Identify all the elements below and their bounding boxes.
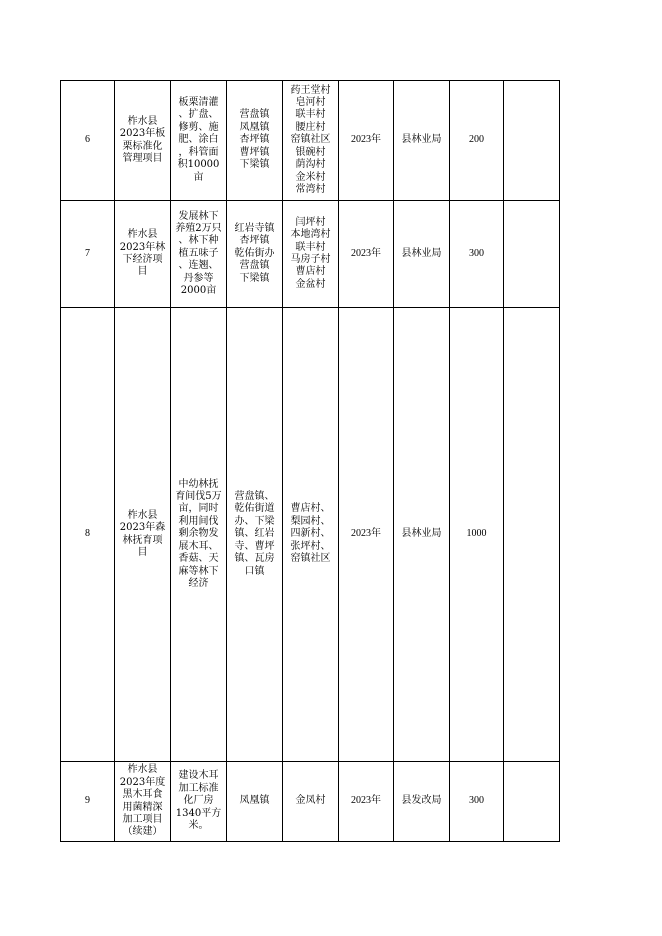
year: 2023年 bbox=[351, 247, 381, 259]
department-cell bbox=[394, 308, 450, 762]
row-number: 7 bbox=[85, 247, 90, 259]
towns: 营盘镇、 乾佑街道 办、下梁 镇、红岩 寺、曹坪 镇、瓦房 口镇 bbox=[234, 491, 275, 577]
fund-cell bbox=[450, 201, 504, 308]
fund-amount: 1000 bbox=[466, 528, 487, 540]
project-name: 柞水县 2023年板 栗标准化 管理项目 bbox=[119, 115, 166, 164]
fund-cell bbox=[450, 308, 504, 762]
construction-content: 板栗清灌 、扩盘、 修剪、施 肥、涂白 ，科管面 积10000亩 bbox=[177, 97, 220, 183]
department: 县林业局 bbox=[401, 247, 442, 259]
table-row bbox=[61, 81, 560, 201]
year-cell bbox=[339, 201, 394, 308]
row-number: 6 bbox=[85, 134, 90, 146]
table-row bbox=[61, 762, 560, 842]
row-number-cell bbox=[61, 201, 115, 308]
project-name: 柞水县 2023年林 下经济项 目 bbox=[119, 229, 166, 278]
construction-content: 建设木耳 加工标准 化厂房 1340平方 米。 bbox=[175, 770, 222, 832]
note-cell bbox=[504, 201, 560, 308]
department-cell bbox=[394, 201, 450, 308]
construction-content-cell bbox=[171, 201, 227, 308]
year: 2023年 bbox=[351, 528, 381, 540]
row-number-cell bbox=[61, 308, 115, 762]
villages: 闫坪村 本地湾村 联丰村 马房子村 曹店村 金盆村 bbox=[290, 216, 331, 290]
villages: 药王堂村 皂河村 联丰村 腰庄村 窑镇社区 银碗村 荫沟村 金米村 常湾村 bbox=[290, 84, 331, 195]
row-number: 9 bbox=[85, 795, 90, 807]
row-number-cell bbox=[61, 762, 115, 842]
note-cell bbox=[504, 308, 560, 762]
towns-cell bbox=[227, 81, 283, 201]
towns: 红岩寺镇 杏坪镇 乾佑街办 营盘镇 下梁镇 bbox=[234, 222, 275, 284]
year-cell bbox=[339, 81, 394, 201]
year: 2023年 bbox=[351, 795, 381, 807]
fund-amount: 300 bbox=[469, 247, 484, 259]
year-cell bbox=[339, 308, 394, 762]
towns: 营盘镇 凤凰镇 杏坪镇 曹坪镇 下梁镇 bbox=[239, 109, 270, 171]
year: 2023年 bbox=[351, 134, 381, 146]
villages-cell bbox=[283, 762, 339, 842]
table-row bbox=[61, 308, 560, 762]
department: 县林业局 bbox=[401, 134, 442, 146]
project-name: 柞水县 2023年森 林抚育项 目 bbox=[119, 509, 166, 558]
department-cell bbox=[394, 762, 450, 842]
fund-cell bbox=[450, 762, 504, 842]
project-name-cell bbox=[115, 308, 171, 762]
project-name-cell bbox=[115, 762, 171, 842]
year-cell bbox=[339, 762, 394, 842]
department: 县发改局 bbox=[401, 795, 442, 807]
villages: 金凤村 bbox=[295, 795, 326, 807]
row-number-cell bbox=[61, 81, 115, 201]
villages-cell bbox=[283, 81, 339, 201]
fund-cell bbox=[450, 81, 504, 201]
towns-cell bbox=[227, 308, 283, 762]
project-name-cell bbox=[115, 201, 171, 308]
note-cell bbox=[504, 762, 560, 842]
towns: 凤凰镇 bbox=[239, 795, 270, 807]
construction-content-cell bbox=[171, 81, 227, 201]
towns-cell bbox=[227, 762, 283, 842]
project-name-cell bbox=[115, 81, 171, 201]
table-row bbox=[61, 201, 560, 308]
project-table bbox=[60, 80, 560, 842]
construction-content: 发展林下 养殖2万只 、林下种 植五味子 、连翘、 丹参等 2000亩 bbox=[175, 210, 222, 297]
department-cell bbox=[394, 81, 450, 201]
department: 县林业局 bbox=[401, 528, 442, 540]
construction-content-cell bbox=[171, 762, 227, 842]
note-cell bbox=[504, 81, 560, 201]
villages-cell bbox=[283, 308, 339, 762]
villages: 曹店村、 梨园村、 四新村、 张坪村、 窑镇社区 bbox=[290, 503, 331, 565]
towns-cell bbox=[227, 201, 283, 308]
villages-cell bbox=[283, 201, 339, 308]
project-name: 柞水县 2023年度 黑木耳食 用菌精深 加工项目 （续建） bbox=[119, 764, 166, 838]
fund-amount: 300 bbox=[469, 795, 484, 807]
construction-content: 中幼林抚 育间伐5万 亩，同时 利用间伐 剩余物发 展木耳、 香菇、天 麻等林下 经济 bbox=[175, 478, 222, 589]
fund-amount: 200 bbox=[469, 134, 484, 146]
row-number: 8 bbox=[85, 528, 90, 540]
construction-content-cell bbox=[171, 308, 227, 762]
